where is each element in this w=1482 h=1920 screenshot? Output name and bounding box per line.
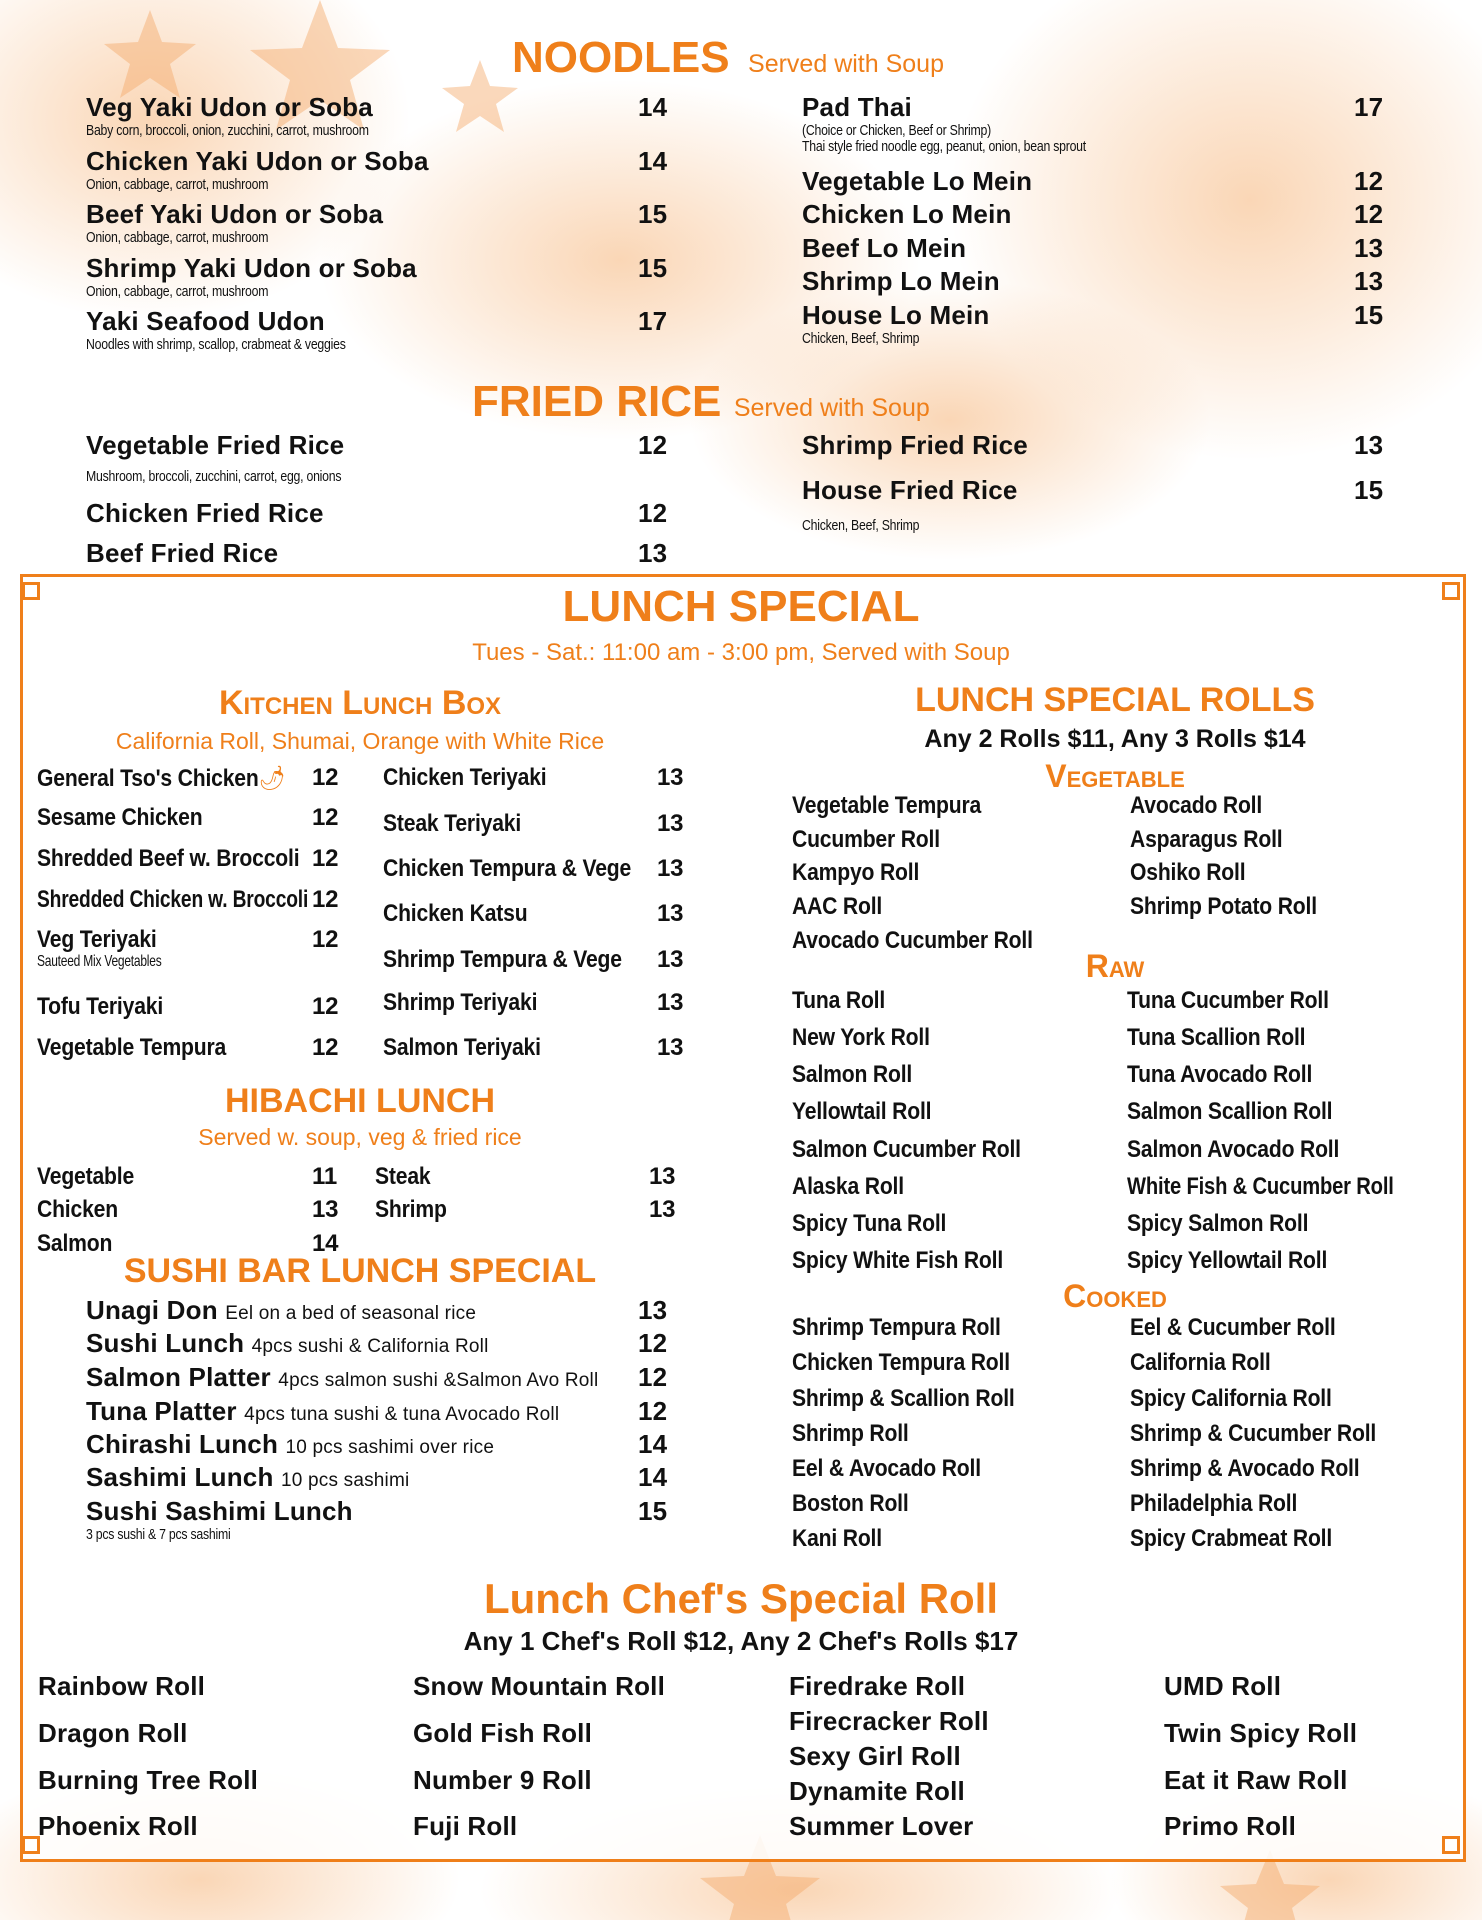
menu-item: Steak <box>375 1163 431 1190</box>
roll-item: Yellowtail Roll <box>792 1098 932 1125</box>
roll-item: Shrimp Potato Roll <box>1130 893 1317 920</box>
item-price: 14 <box>638 1462 668 1492</box>
chef-roll-item: Sexy Girl Roll <box>789 1741 961 1771</box>
menu-item: Shrimp Tempura & Vege <box>383 946 622 973</box>
kitchen-box-subtitle: California Roll, Shumai, Orange with White Rice <box>115 728 605 754</box>
menu-item: Yaki Seafood Udon Noodles with shrimp, scallop, crabmeat & veggies <box>86 306 346 353</box>
menu-item: Sushi Lunch 4pcs sushi & California Roll <box>86 1328 489 1358</box>
item-price: 12 <box>638 1362 668 1392</box>
roll-item: Oshiko Roll <box>1130 859 1246 886</box>
lunch-special-hours: Tues - Sat.: 11:00 am - 3:00 pm, Served with Soup <box>472 639 1010 666</box>
menu-item: Salmon Platter 4pcs salmon sushi &Salmon Avo Roll <box>86 1362 599 1392</box>
chef-roll-item: Summer Lover <box>789 1811 974 1841</box>
menu-item: Tofu Teriyaki <box>37 993 164 1020</box>
item-price: 13 <box>312 1196 339 1223</box>
fried-rice-title: FRIED RICE <box>472 377 722 426</box>
roll-item: Tuna Cucumber Roll <box>1127 987 1329 1014</box>
hibachi-subtitle: Served w. soup, veg & fried rice <box>198 1124 522 1150</box>
roll-item: Spicy Yellowtail Roll <box>1127 1247 1328 1274</box>
frame-corner <box>1442 1836 1460 1854</box>
menu-item: Chicken Yaki Udon or Soba Onion, cabbage, carrot, mushroom <box>86 146 429 193</box>
roll-item: Avocado Roll <box>1130 792 1263 819</box>
item-price: 15 <box>638 199 668 229</box>
roll-item: Shrimp Roll <box>792 1420 909 1447</box>
item-price: 13 <box>1354 430 1384 460</box>
menu-item: Beef Lo Mein <box>802 233 967 263</box>
menu-item: House Fried Rice Chicken, Beef, Shrimp <box>802 475 1018 534</box>
fried-rice-header <box>472 377 930 426</box>
item-price: 13 <box>638 538 668 568</box>
menu-item: Tuna Platter 4pcs tuna sushi & tuna Avocado Roll <box>86 1396 560 1426</box>
menu-item: Shrimp <box>375 1196 447 1223</box>
roll-item: Boston Roll <box>792 1490 909 1517</box>
chef-special-title: Lunch Chef's Special Roll <box>483 1575 999 1622</box>
roll-item: Salmon Scallion Roll <box>1127 1098 1333 1125</box>
roll-item: Salmon Cucumber Roll <box>792 1136 1021 1163</box>
menu-item: Unagi Don Eel on a bed of seasonal rice <box>86 1295 477 1325</box>
menu-item: Veg Yaki Udon or Soba Baby corn, broccoli, onion, zucchini, carrot, mushroom <box>86 92 373 139</box>
item-price: 12 <box>312 845 339 872</box>
item-price: 14 <box>638 146 668 176</box>
cooked-subheader: Cooked <box>1063 1278 1167 1314</box>
roll-item: Philadelphia Roll <box>1130 1490 1298 1517</box>
menu-item: Steak Teriyaki <box>383 810 522 837</box>
chef-roll-item: Burning Tree Roll <box>38 1765 259 1795</box>
sushi-bar-title: SUSHI BAR LUNCH SPECIAL <box>123 1252 597 1290</box>
item-price: 12 <box>638 498 668 528</box>
menu-item: Shredded Beef w. Broccoli <box>37 845 300 872</box>
roll-item: Avocado Cucumber Roll <box>792 927 1033 954</box>
roll-item: Tuna Avocado Roll <box>1127 1061 1313 1088</box>
roll-item: Spicy Tuna Roll <box>792 1210 947 1237</box>
item-price: 12 <box>312 804 339 831</box>
chef-roll-item: Number 9 Roll <box>413 1765 592 1795</box>
item-price: 15 <box>1354 475 1384 505</box>
menu-item: Shrimp Lo Mein <box>802 266 1000 296</box>
roll-item: Shrimp Tempura Roll <box>792 1314 1001 1341</box>
roll-item: Spicy Crabmeat Roll <box>1130 1525 1333 1552</box>
roll-item: California Roll <box>1130 1349 1271 1376</box>
item-price: 12 <box>638 1328 668 1358</box>
menu-item: Chicken Tempura & Vege <box>383 855 632 882</box>
roll-item: Spicy Salmon Roll <box>1127 1210 1309 1237</box>
noodles-title: NOODLES <box>512 33 730 82</box>
chef-roll-item: Fuji Roll <box>413 1811 518 1841</box>
roll-item: Spicy California Roll <box>1130 1385 1332 1412</box>
item-price: 17 <box>638 306 668 336</box>
item-price: 12 <box>1354 166 1384 196</box>
roll-item: Vegetable Tempura <box>792 792 982 819</box>
chef-roll-item: UMD Roll <box>1164 1671 1282 1701</box>
menu-item: Chicken Fried Rice <box>86 498 324 528</box>
kitchen-box-title: Kitchen Lunch Box <box>218 684 502 722</box>
kitchen-box-header <box>40 686 680 755</box>
item-price: 15 <box>1354 300 1384 330</box>
item-price: 13 <box>657 946 684 973</box>
item-price: 12 <box>312 926 339 953</box>
lunch-special-title: LUNCH SPECIAL <box>562 582 920 631</box>
noodles-subtitle: Served with Soup <box>748 50 944 78</box>
item-price: 12 <box>1354 199 1384 229</box>
chef-special-pricing: Any 1 Chef's Roll $12, Any 2 Chef's Rolls $17 <box>463 1626 1019 1656</box>
roll-item: Cucumber Roll <box>792 826 940 853</box>
item-price: 13 <box>638 1295 668 1325</box>
item-price: 13 <box>657 989 684 1016</box>
menu-item: Shrimp Teriyaki <box>383 989 538 1016</box>
special-rolls-title: LUNCH SPECIAL ROLLS <box>915 681 1315 719</box>
menu-item: Sushi Sashimi Lunch 3 pcs sushi & 7 pcs sashimi <box>86 1496 353 1543</box>
noodles-header <box>512 33 944 82</box>
item-price: 13 <box>1354 266 1384 296</box>
menu-item: Chicken Katsu <box>383 900 528 927</box>
chef-roll-item: Dynamite Roll <box>789 1776 965 1806</box>
item-price: 12 <box>638 1396 668 1426</box>
item-price: 15 <box>638 1496 668 1526</box>
item-price: 13 <box>657 900 684 927</box>
item-price: 13 <box>657 810 684 837</box>
menu-item: Salmon <box>37 1230 113 1257</box>
menu-item: Shredded Chicken w. Broccoli <box>37 886 309 913</box>
item-price: 17 <box>1354 92 1384 122</box>
menu-item: Chicken Teriyaki <box>383 764 547 791</box>
chef-roll-item: Snow Mountain Roll <box>413 1671 666 1701</box>
roll-item: New York Roll <box>792 1024 930 1051</box>
menu-item: Salmon Teriyaki <box>383 1034 541 1061</box>
item-price: 12 <box>312 764 339 791</box>
raw-subheader: Raw <box>1085 948 1145 984</box>
hibachi-title: HIBACHI LUNCH <box>224 1082 496 1120</box>
item-price: 13 <box>649 1196 676 1223</box>
item-price: 13 <box>657 764 684 791</box>
chef-roll-item: Twin Spicy Roll <box>1164 1718 1358 1748</box>
menu-item: Sashimi Lunch 10 pcs sashimi <box>86 1462 410 1492</box>
menu-item: House Lo Mein Chicken, Beef, Shrimp <box>802 300 990 347</box>
item-price: 13 <box>1354 233 1384 263</box>
roll-item: Eel & Cucumber Roll <box>1130 1314 1336 1341</box>
item-price: 13 <box>649 1163 676 1190</box>
menu-item: Shrimp Fried Rice <box>802 430 1028 460</box>
menu-item: General Tso's Chicken🌶 <box>37 765 286 792</box>
item-price: 14 <box>638 1429 668 1459</box>
item-price: 14 <box>312 1230 339 1257</box>
item-price: 13 <box>657 1034 684 1061</box>
roll-item: Shrimp & Scallion Roll <box>792 1385 1015 1412</box>
roll-item: White Fish & Cucumber Roll <box>1127 1173 1394 1200</box>
fried-rice-subtitle: Served with Soup <box>733 394 930 422</box>
menu-item: Shrimp Yaki Udon or Soba Onion, cabbage, carrot, mushroom <box>86 253 417 300</box>
item-price: 12 <box>638 430 668 460</box>
spicy-icon: 🌶 <box>258 765 286 792</box>
special-rolls-pricing: Any 2 Rolls $11, Any 3 Rolls $14 <box>924 725 1306 753</box>
hibachi-header <box>40 1084 680 1151</box>
chef-roll-item: Eat it Raw Roll <box>1164 1765 1348 1795</box>
roll-item: Kani Roll <box>792 1525 882 1552</box>
menu-item: Vegetable Tempura <box>37 1034 227 1061</box>
menu-item: Chicken Lo Mein <box>802 199 1012 229</box>
chef-roll-item: Phoenix Roll <box>38 1811 198 1841</box>
sushi-bar-header <box>40 1254 680 1288</box>
menu-item: Sesame Chicken <box>37 804 203 831</box>
item-price: 15 <box>638 253 668 283</box>
roll-item: Tuna Scallion Roll <box>1127 1024 1306 1051</box>
item-price: 12 <box>312 1034 339 1061</box>
item-price: 11 <box>312 1163 337 1190</box>
roll-item: Salmon Roll <box>792 1061 913 1088</box>
roll-item: Tuna Roll <box>792 987 886 1014</box>
item-price: 14 <box>638 92 668 122</box>
menu-item: Beef Fried Rice <box>86 538 279 568</box>
roll-item: Eel & Avocado Roll <box>792 1455 981 1482</box>
chef-roll-item: Dragon Roll <box>38 1718 188 1748</box>
roll-item: Asparagus Roll <box>1130 826 1283 853</box>
chef-roll-item: Primo Roll <box>1164 1811 1297 1841</box>
chef-special-header <box>0 1575 1482 1657</box>
menu-item: Pad Thai (Choice or Chicken, Beef or Shrimp) Thai style fried noodle egg, peanut, onion, bean sprout <box>802 92 1086 155</box>
menu-item: Chicken <box>37 1196 118 1223</box>
item-price: 12 <box>312 993 339 1020</box>
roll-item: Alaska Roll <box>792 1173 904 1200</box>
item-price: 12 <box>312 886 339 913</box>
roll-item: Shrimp & Avocado Roll <box>1130 1455 1360 1482</box>
chef-roll-item: Gold Fish Roll <box>413 1718 593 1748</box>
item-price: 13 <box>657 855 684 882</box>
menu-item: Beef Yaki Udon or Soba Onion, cabbage, carrot, mushroom <box>86 199 384 246</box>
chef-roll-item: Rainbow Roll <box>38 1671 206 1701</box>
roll-item: Shrimp & Cucumber Roll <box>1130 1420 1377 1447</box>
vegetable-subheader: Vegetable <box>1045 758 1185 794</box>
roll-item: Spicy White Fish Roll <box>792 1247 1004 1274</box>
chef-roll-item: Firedrake Roll <box>789 1671 966 1701</box>
roll-item: Kampyo Roll <box>792 859 920 886</box>
chef-roll-item: Firecracker Roll <box>789 1706 989 1736</box>
roll-item: AAC Roll <box>792 893 883 920</box>
menu-item: Vegetable Lo Mein <box>802 166 1033 196</box>
menu-item: Veg Teriyaki Sauteed Mix Vegetables <box>37 926 162 970</box>
roll-item: Salmon Avocado Roll <box>1127 1136 1340 1163</box>
lunch-special-header <box>0 582 1482 667</box>
menu-item: Vegetable Fried Rice Mushroom, broccoli, zucchini, carrot, egg, onions <box>86 430 345 485</box>
menu-item: Chirashi Lunch 10 pcs sashimi over rice <box>86 1429 495 1459</box>
menu-item: Vegetable <box>37 1163 135 1190</box>
special-rolls-header <box>770 683 1460 754</box>
roll-item: Chicken Tempura Roll <box>792 1349 1010 1376</box>
